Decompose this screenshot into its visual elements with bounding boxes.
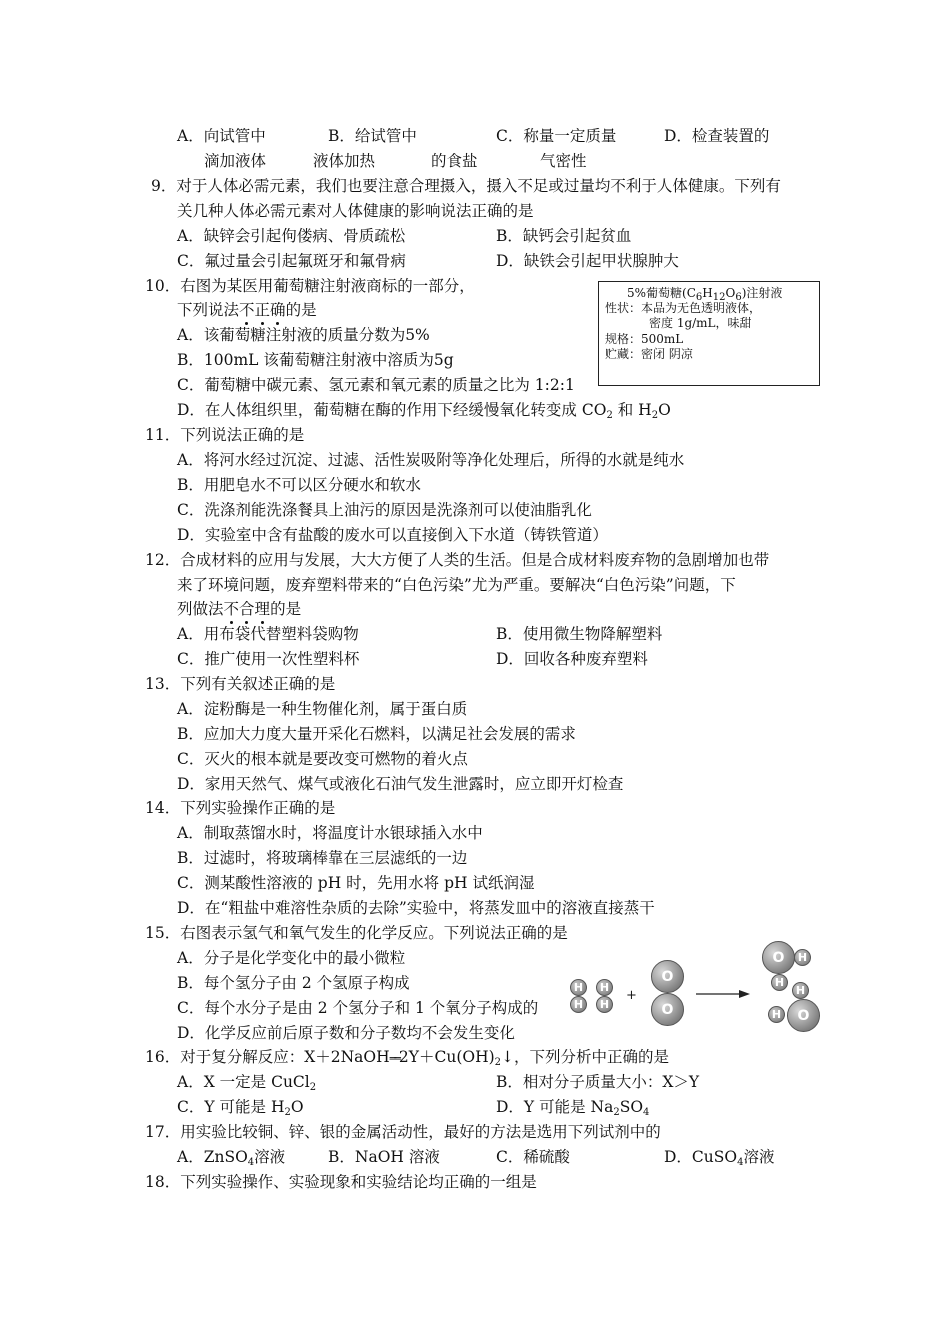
subscript: 2 bbox=[606, 410, 613, 421]
q15-option-c: C．每个水分子是由 2 个氢分子和 1 个氧分子构成的 bbox=[177, 999, 539, 1017]
q16-option-c bbox=[177, 1097, 304, 1117]
q12-stem-cont: 来了环境问题，废弃塑料带来的“白色污染”尤为严重。要解决“白色污染”问题，下 bbox=[177, 576, 736, 594]
hydrogen-atom: H bbox=[794, 949, 811, 966]
q12-option-b: B．使用微生物降解塑料 bbox=[496, 625, 663, 643]
q16-stem-text: ↓，下列分析中正确的是 bbox=[501, 1048, 670, 1066]
q15-option-a: A．分子是化学变化中的最小微粒 bbox=[177, 949, 406, 967]
glucose-label-figure bbox=[598, 281, 820, 386]
label-title-text: O bbox=[725, 286, 736, 300]
label-title-text: )注射液 bbox=[741, 286, 783, 300]
subscript: 4 bbox=[737, 1157, 744, 1168]
subscript: 2 bbox=[651, 410, 659, 421]
emphasis-dot-char: 不 bbox=[239, 301, 255, 319]
q16-stem-text: 16．对于复分解反应：X＋2NaOH bbox=[145, 1048, 390, 1066]
emphasis-dot-char: 不 bbox=[223, 600, 240, 618]
q16-option-d-text: D．Y 可能是 Na bbox=[496, 1098, 614, 1116]
q10-option-a: A．该葡萄糖注射液的质量分数为5% bbox=[177, 326, 430, 344]
q16-option-d-text: SO bbox=[619, 1098, 644, 1116]
q8-option-d: D．检查装置的 bbox=[664, 127, 770, 145]
q12-stem-text: 列做法 bbox=[177, 600, 224, 618]
q13-option-a: A．淀粉酶是一种生物催化剂，属于蛋白质 bbox=[177, 700, 468, 718]
label-storage: 贮藏：密闭 阴凉 bbox=[605, 347, 693, 361]
q10-stem-text: 下列说法 bbox=[177, 301, 240, 319]
q10-option-d-text: D．在人体组织里，葡萄糖在酶的作用下经缓慢氧化转变成 CO bbox=[177, 401, 607, 419]
q17-option-d-text: 溶液 bbox=[743, 1148, 775, 1166]
q13-option-c: C．灭火的根本就是要改变可燃物的着火点 bbox=[177, 750, 468, 768]
q13-option-b: B．应加大力度大量开采化石燃料，以满足社会发展的需求 bbox=[177, 725, 576, 743]
q11-option-c: C．洗涤剂能洗涤餐具上油污的原因是洗涤剂可以使油脂乳化 bbox=[177, 501, 592, 519]
q8-option-b-cont: 液体加热 bbox=[313, 152, 376, 170]
q17-option-c: C．稀硫酸 bbox=[496, 1148, 570, 1166]
q10-option-b: B．100mL 该葡萄糖注射液中溶质为5g bbox=[177, 351, 454, 369]
equation-sign: ══ bbox=[389, 1052, 399, 1065]
q12-option-a: A．用布袋代替塑料袋购物 bbox=[177, 625, 359, 643]
q16-option-a-text: A．X 一定是 CuCl bbox=[177, 1073, 310, 1091]
q10-option-d bbox=[177, 400, 671, 420]
q16-option-c-text: C．Y 可能是 H bbox=[177, 1098, 285, 1116]
q14-option-b: B．过滤时，将玻璃棒靠在三层滤纸的一边 bbox=[177, 849, 468, 867]
subscript: 2 bbox=[284, 1107, 291, 1118]
q17-stem: 17．用实验比较铜、锌、银的金属活动性，最好的方法是选用下列试剂中的 bbox=[145, 1123, 661, 1141]
plus-sign: + bbox=[626, 988, 637, 1003]
oxygen-atom: O bbox=[762, 941, 795, 974]
q9-option-c: C．氟过量会引起氟斑牙和氟骨病 bbox=[177, 252, 406, 270]
q16-stem bbox=[145, 1047, 669, 1069]
q10-stem-text: 的是 bbox=[285, 301, 317, 319]
label-property: 性状：本品为无色透明液体， bbox=[605, 301, 762, 315]
label-title-text: 5%葡萄糖(C bbox=[627, 286, 696, 300]
oxygen-atom: O bbox=[651, 960, 684, 993]
q11-option-b: B．用肥皂水不可以区分硬水和软水 bbox=[177, 476, 421, 494]
q9-option-d: D．缺铁会引起甲状腺肿大 bbox=[496, 252, 679, 270]
emphasis-dot-char: 正 bbox=[254, 301, 271, 319]
q10-option-c: C．葡萄糖中碳元素、氢元素和氧元素的质量之比为 1:2:1 bbox=[177, 376, 575, 394]
q10-option-d-text: 和 H bbox=[612, 401, 652, 419]
label-density: 密度 1g/mL，味甜 bbox=[649, 316, 752, 330]
oxygen-atom: O bbox=[651, 993, 684, 1026]
emphasis-dot-char: 确 bbox=[270, 301, 286, 319]
hydrogen-atom: H bbox=[596, 979, 613, 996]
subscript: 2 bbox=[613, 1107, 620, 1118]
q8-option-a: A．向试管中 bbox=[177, 127, 266, 145]
q16-option-d bbox=[496, 1097, 649, 1117]
q8-option-c-cont: 的食盐 bbox=[431, 152, 478, 170]
q12-stem-text: 的是 bbox=[270, 600, 302, 618]
subscript: 4 bbox=[247, 1157, 255, 1168]
label-title-text: H bbox=[702, 286, 713, 300]
q9-stem: 9．对于人体必需元素，我们也要注意合理摄入，摄入不足或过量均不利于人体健康。下列有 bbox=[151, 177, 781, 195]
q17-option-a-text: A．ZnSO bbox=[177, 1148, 248, 1166]
q8-option-c: C．称量一定质量 bbox=[496, 127, 617, 145]
q16-option-c-text: O bbox=[290, 1098, 304, 1116]
q16-option-a bbox=[177, 1072, 316, 1092]
q14-stem: 14．下列实验操作正确的是 bbox=[145, 799, 336, 817]
emphasis-dot-char: 合 bbox=[239, 600, 255, 618]
q8-option-a-cont: 滴加液体 bbox=[204, 152, 267, 170]
q16-option-b: B．相对分子质量大小：X＞Y bbox=[496, 1073, 700, 1091]
hydrogen-atom: H bbox=[768, 1006, 785, 1023]
q15-option-d: D．化学反应前后原子数和分子数均不会发生变化 bbox=[177, 1024, 515, 1042]
subscript: 6 bbox=[695, 292, 703, 303]
q8-option-b: B．给试管中 bbox=[328, 127, 417, 145]
subscript: 12 bbox=[712, 292, 726, 303]
q10-option-d-text: O bbox=[658, 401, 671, 419]
q9-stem-cont: 关几种人体必需元素对人体健康的影响说法正确的是 bbox=[177, 202, 534, 220]
reaction-arrow-icon bbox=[694, 987, 752, 1001]
q15-option-b: B．每个氢分子由 2 个氢原子构成 bbox=[177, 974, 410, 992]
q14-option-c: C．测某酸性溶液的 pH 时，先用水将 pH 试纸润湿 bbox=[177, 874, 535, 892]
q15-stem: 15．右图表示氢气和氧气发生的化学反应。下列说法正确的是 bbox=[145, 924, 568, 942]
q12-stem: 12．合成材料的应用与发展，大大方便了人类的生活。但是合成材料废弃物的急剧增加也带 bbox=[145, 551, 770, 569]
q8-option-d-cont: 气密性 bbox=[540, 152, 587, 170]
q14-option-d: D．在“粗盐中难溶性杂质的去除”实验中，将蒸发皿中的溶液直接蒸干 bbox=[177, 899, 655, 917]
q9-option-a: A．缺锌会引起佝偻病、骨质疏松 bbox=[177, 227, 406, 245]
q11-stem: 11．下列说法正确的是 bbox=[145, 426, 305, 444]
q10-stem: 10．右图为某医用葡萄糖注射液商标的一部分， bbox=[145, 277, 475, 295]
q18-stem: 18．下列实验操作、实验现象和实验结论均正确的一组是 bbox=[145, 1173, 537, 1191]
label-spec: 规格：500mL bbox=[605, 332, 684, 346]
emphasis-dot-char: 理 bbox=[254, 600, 271, 618]
q17-option-a-text: 溶液 bbox=[254, 1148, 286, 1166]
q11-option-d: D．实验室中含有盐酸的废水可以直接倒入下水道（铸铁管道） bbox=[177, 526, 608, 544]
q12-option-d: D．回收各种废弃塑料 bbox=[496, 650, 648, 668]
q14-option-a: A．制取蒸馏水时，将温度计水银球插入水中 bbox=[177, 824, 483, 842]
q13-stem: 13．下列有关叙述正确的是 bbox=[145, 675, 336, 693]
oxygen-atom: O bbox=[787, 999, 820, 1032]
q10-stem-cont bbox=[177, 300, 317, 320]
q17-option-b: B．NaOH 溶液 bbox=[328, 1148, 440, 1166]
hydrogen-atom: H bbox=[771, 974, 788, 991]
q17-option-d bbox=[664, 1147, 775, 1167]
q12-stem-cont2 bbox=[177, 599, 301, 619]
q17-option-a bbox=[177, 1147, 285, 1167]
hydrogen-atom: H bbox=[792, 982, 809, 999]
q16-stem-text: 2Y＋Cu(OH) bbox=[398, 1048, 495, 1066]
subscript: 2 bbox=[309, 1082, 317, 1093]
q12-option-c: C．推广使用一次性塑料杯 bbox=[177, 650, 360, 668]
hydrogen-atom: H bbox=[596, 996, 613, 1013]
subscript: 4 bbox=[643, 1107, 650, 1118]
subscript: 6 bbox=[735, 292, 742, 303]
q13-option-d: D．家用天然气、煤气或液化石油气发生泄露时，应立即开灯检查 bbox=[177, 775, 624, 793]
subscript: 2 bbox=[494, 1057, 502, 1068]
q11-option-a: A．将河水经过沉淀、过滤、活性炭吸附等净化处理后，所得的水就是纯水 bbox=[177, 451, 685, 469]
hydrogen-atom: H bbox=[570, 979, 587, 996]
q17-option-d-text: D．CuSO bbox=[664, 1148, 738, 1166]
hydrogen-atom: H bbox=[570, 996, 587, 1013]
q9-option-b: B．缺钙会引起贫血 bbox=[496, 227, 632, 245]
label-title bbox=[627, 286, 782, 301]
